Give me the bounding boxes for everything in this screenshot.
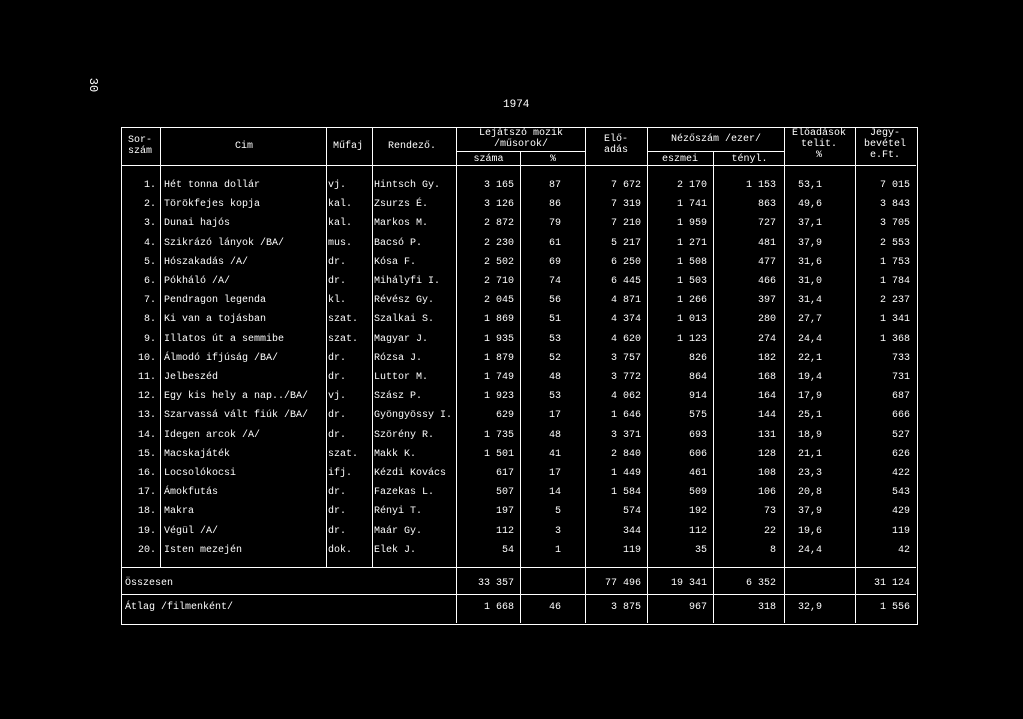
row-4-mufaj: mus. — [328, 237, 353, 249]
row-2-jegybevetel: 3 843 — [879, 199, 910, 211]
row-1-cim: Hét tonna dollár — [164, 180, 261, 191]
row-1-jegybevetel: 7 015 — [879, 180, 910, 191]
row-4-nezoszam-eszmei: 1 271 — [676, 237, 707, 249]
row-9-rendezo: Magyar J. — [374, 333, 429, 345]
header-jegybevetel: Jegy- bevétel e.Ft. — [863, 128, 906, 161]
totals-bottom-line — [121, 594, 916, 595]
row-11-eloadasok-telit: 19,4 — [797, 372, 822, 383]
header-lejatszo-szama: száma — [473, 154, 504, 165]
row-19-nezoszam-teny: 22 — [763, 525, 776, 537]
average-pct: 46 — [548, 602, 561, 613]
col-divider-3 — [456, 127, 457, 567]
row-19-lejatszo-szama: 112 — [495, 525, 514, 537]
row-5-eloadas: 6 250 — [610, 256, 641, 268]
header-nezoszam-teny: tényl. — [731, 154, 768, 165]
row-16-rendezo: Kézdi Kovács — [374, 468, 447, 479]
row-1-eloadasok-telit: 53,1 — [797, 180, 822, 191]
row-11-rendezo: Luttor M. — [374, 372, 429, 383]
col-divider-teny — [713, 151, 714, 567]
summary-divider-6 — [855, 567, 856, 623]
row-14-sorszam: 14. — [137, 429, 156, 441]
summary-divider-0 — [456, 567, 457, 623]
row-3-jegybevetel: 3 705 — [879, 218, 910, 230]
row-13-rendezo: Gyöngyössy I. — [374, 410, 453, 422]
row-3-mufaj: kal. — [328, 218, 353, 230]
row-4-cim: Szikrázó lányok /BA/ — [164, 237, 285, 249]
row-4-lejatszo-szama: 2 230 — [483, 237, 514, 249]
row-2-nezoszam-teny: 863 — [757, 199, 776, 211]
row-5-eloadasok-telit: 31,6 — [797, 256, 822, 268]
row-4-jegybevetel: 2 553 — [879, 237, 910, 249]
row-7-cim: Pendragon legenda — [164, 295, 267, 307]
row-10-lejatszo-pct: 52 — [548, 352, 561, 364]
row-7-mufaj: kl. — [328, 295, 347, 307]
row-10-eloadasok-telit: 22,1 — [797, 352, 822, 364]
row-2-sorszam: 2. — [143, 199, 156, 211]
row-5-sorszam: 5. — [143, 256, 156, 268]
row-18-lejatszo-pct: 5 — [554, 506, 561, 518]
row-5-jegybevetel: 1 753 — [879, 256, 910, 268]
row-10-nezoszam-eszmei: 826 — [688, 352, 707, 364]
header-nezoszam: Nézőszám /ezer/ — [670, 134, 761, 145]
row-10-nezoszam-teny: 182 — [757, 352, 776, 364]
row-17-nezoszam-teny: 106 — [757, 487, 776, 499]
row-1-nezoszam-eszmei: 2 170 — [676, 180, 707, 191]
totals-teny: 6 352 — [745, 578, 776, 589]
row-20-cim: Isten mezején — [164, 544, 243, 556]
row-4-nezoszam-teny: 481 — [757, 237, 776, 249]
row-17-eloadasok-telit: 20,8 — [797, 487, 822, 499]
row-7-nezoszam-teny: 397 — [757, 295, 776, 307]
row-20-lejatszo-pct: 1 — [554, 544, 561, 556]
row-6-nezoszam-teny: 466 — [757, 276, 776, 287]
row-18-rendezo: Rényi T. — [374, 506, 423, 518]
row-3-sorszam: 3. — [143, 218, 156, 230]
row-10-rendezo: Rózsa J. — [374, 352, 423, 364]
row-6-sorszam: 6. — [143, 276, 156, 287]
totals-eloadas: 77 496 — [604, 578, 641, 589]
row-18-nezoszam-teny: 73 — [763, 506, 776, 518]
row-15-lejatszo-pct: 41 — [548, 448, 561, 460]
row-12-nezoszam-teny: 164 — [757, 391, 776, 403]
row-6-jegybevetel: 1 784 — [879, 276, 910, 287]
row-15-rendezo: Makk K. — [374, 448, 417, 460]
row-9-lejatszo-szama: 1 935 — [483, 333, 514, 345]
row-12-eloadas: 4 062 — [610, 391, 641, 403]
row-5-cim: Hószakadás /A/ — [164, 256, 249, 268]
row-3-nezoszam-eszmei: 1 959 — [676, 218, 707, 230]
row-13-mufaj: dr. — [328, 410, 347, 422]
row-2-eloadasok-telit: 49,6 — [797, 199, 822, 211]
row-13-nezoszam-teny: 144 — [757, 410, 776, 422]
row-15-sorszam: 15. — [137, 448, 156, 460]
row-9-lejatszo-pct: 53 — [548, 333, 561, 345]
row-6-nezoszam-eszmei: 1 503 — [676, 276, 707, 287]
row-19-rendezo: Maár Gy. — [374, 525, 423, 537]
row-6-rendezo: Mihályfi I. — [374, 276, 441, 287]
page-number: 30 — [86, 77, 101, 93]
row-4-rendezo: Bacsó P. — [374, 237, 423, 249]
row-3-nezoszam-teny: 727 — [757, 218, 776, 230]
row-12-cim: Egy kis hely a nap../BA/ — [164, 391, 309, 403]
row-19-eloadasok-telit: 19,6 — [797, 525, 822, 537]
average-lejatszo: 1 668 — [483, 602, 514, 613]
row-10-mufaj: dr. — [328, 352, 347, 364]
row-6-cim: Pókháló /A/ — [164, 276, 231, 287]
row-2-eloadas: 7 319 — [610, 199, 641, 211]
row-11-nezoszam-teny: 168 — [757, 372, 776, 383]
row-19-sorszam: 19. — [137, 525, 156, 537]
row-7-rendezo: Révész Gy. — [374, 295, 435, 307]
row-18-nezoszam-eszmei: 192 — [688, 506, 707, 518]
row-19-eloadas: 344 — [622, 525, 641, 537]
row-8-eloadasok-telit: 27,7 — [797, 314, 822, 326]
row-9-cim: Illatos út a semmibe — [164, 333, 285, 345]
row-7-eloadas: 4 871 — [610, 295, 641, 307]
row-10-cim: Álmodó ifjúság /BA/ — [164, 352, 279, 364]
row-14-jegybevetel: 527 — [891, 429, 910, 441]
totals-jegy: 31 124 — [873, 578, 910, 589]
row-14-nezoszam-eszmei: 693 — [688, 429, 707, 441]
row-2-lejatszo-pct: 86 — [548, 199, 561, 211]
table-year: 1974 — [503, 99, 530, 111]
row-14-mufaj: dr. — [328, 429, 347, 441]
row-9-sorszam: 9. — [143, 333, 156, 345]
row-9-nezoszam-eszmei: 1 123 — [676, 333, 707, 345]
row-4-lejatszo-pct: 61 — [548, 237, 561, 249]
totals-lejatszo: 33 357 — [477, 578, 514, 589]
row-10-lejatszo-szama: 1 879 — [483, 352, 514, 364]
row-13-sorszam: 13. — [137, 410, 156, 422]
row-7-lejatszo-pct: 56 — [548, 295, 561, 307]
summary-divider-1 — [520, 567, 521, 623]
row-5-lejatszo-pct: 69 — [548, 256, 561, 268]
row-19-mufaj: dr. — [328, 525, 347, 537]
row-18-cim: Makra — [164, 506, 195, 518]
average-jegy: 1 556 — [879, 602, 910, 613]
row-7-lejatszo-szama: 2 045 — [483, 295, 514, 307]
row-20-nezoszam-eszmei: 35 — [694, 544, 707, 556]
row-11-lejatszo-szama: 1 749 — [483, 372, 514, 383]
row-11-eloadas: 3 772 — [610, 372, 641, 383]
average-telit: 32,9 — [797, 602, 822, 613]
row-9-eloadas: 4 620 — [610, 333, 641, 345]
col-divider-7 — [855, 127, 856, 567]
col-divider-0 — [160, 127, 161, 567]
row-9-jegybevetel: 1 368 — [879, 333, 910, 345]
row-15-nezoszam-eszmei: 606 — [688, 448, 707, 460]
header-eloadas: Elő- adás — [603, 134, 628, 156]
row-9-nezoszam-teny: 274 — [757, 333, 776, 345]
row-2-cim: Törökfejes kopja — [164, 199, 261, 211]
row-15-mufaj: szat. — [328, 448, 359, 460]
row-16-eloadasok-telit: 23,3 — [797, 468, 822, 479]
row-17-mufaj: dr. — [328, 487, 347, 499]
row-19-lejatszo-pct: 3 — [554, 525, 561, 537]
summary-divider-5 — [784, 567, 785, 623]
col-divider-pct — [520, 151, 521, 567]
row-3-eloadasok-telit: 37,1 — [797, 218, 822, 230]
header-bottom-line — [121, 165, 916, 166]
row-2-rendezo: Zsurzs É. — [374, 199, 429, 211]
row-1-lejatszo-pct: 87 — [548, 180, 561, 191]
row-3-cim: Dunai hajós — [164, 218, 231, 230]
col-divider-2 — [372, 127, 373, 567]
row-13-eloadasok-telit: 25,1 — [797, 410, 822, 422]
row-5-lejatszo-szama: 2 502 — [483, 256, 514, 268]
summary-divider-3 — [647, 567, 648, 623]
row-11-cim: Jelbeszéd — [164, 372, 219, 383]
row-16-sorszam: 16. — [137, 468, 156, 479]
row-12-eloadasok-telit: 17,9 — [797, 391, 822, 403]
row-20-lejatszo-szama: 54 — [501, 544, 514, 556]
summary-divider-2 — [585, 567, 586, 623]
row-3-lejatszo-szama: 2 872 — [483, 218, 514, 230]
row-12-jegybevetel: 687 — [891, 391, 910, 403]
row-8-eloadas: 4 374 — [610, 314, 641, 326]
row-13-nezoszam-eszmei: 575 — [688, 410, 707, 422]
row-6-lejatszo-szama: 2 710 — [483, 276, 514, 287]
row-1-mufaj: vj. — [328, 180, 347, 191]
header-sorszam: Sor- szám — [127, 135, 152, 157]
row-3-rendezo: Markos M. — [374, 218, 429, 230]
row-18-lejatszo-szama: 197 — [495, 506, 514, 518]
col-divider-6 — [784, 127, 785, 567]
row-12-lejatszo-pct: 53 — [548, 391, 561, 403]
row-20-rendezo: Elek J. — [374, 544, 417, 556]
row-6-eloadas: 6 445 — [610, 276, 641, 287]
row-15-eloadas: 2 840 — [610, 448, 641, 460]
row-4-eloadas: 5 217 — [610, 237, 641, 249]
row-8-cim: Ki van a tojásban — [164, 314, 267, 326]
row-8-nezoszam-teny: 280 — [757, 314, 776, 326]
totals-label: Összesen — [125, 578, 174, 589]
row-8-mufaj: szat. — [328, 314, 359, 326]
row-13-lejatszo-szama: 629 — [495, 410, 514, 422]
row-17-lejatszo-szama: 507 — [495, 487, 514, 499]
row-13-lejatszo-pct: 17 — [548, 410, 561, 422]
row-17-sorszam: 17. — [137, 487, 156, 499]
row-17-rendezo: Fazekas L. — [374, 487, 435, 499]
header-lejatszo: Lejátszó mozik /műsorok/ — [478, 128, 563, 150]
row-5-rendezo: Kósa F. — [374, 256, 417, 268]
row-17-nezoszam-eszmei: 509 — [688, 487, 707, 499]
row-16-lejatszo-pct: 17 — [548, 468, 561, 479]
row-14-rendezo: Szörény R. — [374, 429, 435, 441]
row-8-lejatszo-pct: 51 — [548, 314, 561, 326]
row-2-lejatszo-szama: 3 126 — [483, 199, 514, 211]
row-8-lejatszo-szama: 1 869 — [483, 314, 514, 326]
row-14-nezoszam-teny: 131 — [757, 429, 776, 441]
row-8-jegybevetel: 1 341 — [879, 314, 910, 326]
row-11-jegybevetel: 731 — [891, 372, 910, 383]
row-20-nezoszam-teny: 8 — [769, 544, 776, 556]
row-11-mufaj: dr. — [328, 372, 347, 383]
row-7-nezoszam-eszmei: 1 266 — [676, 295, 707, 307]
row-7-eloadasok-telit: 31,4 — [797, 295, 822, 307]
row-6-mufaj: dr. — [328, 276, 347, 287]
row-10-eloadas: 3 757 — [610, 352, 641, 364]
header-rendezo: Rendező. — [387, 141, 436, 152]
col-divider-4 — [585, 127, 586, 567]
row-9-mufaj: szat. — [328, 333, 359, 345]
row-20-eloadas: 119 — [622, 544, 641, 556]
row-5-nezoszam-eszmei: 1 508 — [676, 256, 707, 268]
row-4-sorszam: 4. — [143, 237, 156, 249]
row-16-cim: Locsolókocsi — [164, 468, 237, 479]
header-sub-line-nezoszam — [647, 151, 784, 152]
row-12-rendezo: Szász P. — [374, 391, 423, 403]
row-16-nezoszam-eszmei: 461 — [688, 468, 707, 479]
row-18-eloadas: 574 — [622, 506, 641, 518]
col-divider-1 — [326, 127, 327, 567]
row-1-lejatszo-szama: 3 165 — [483, 180, 514, 191]
row-2-mufaj: kal. — [328, 199, 353, 211]
row-3-lejatszo-pct: 79 — [548, 218, 561, 230]
col-divider-5 — [647, 127, 648, 567]
row-15-jegybevetel: 626 — [891, 448, 910, 460]
row-19-cim: Végül /A/ — [164, 525, 219, 537]
row-10-sorszam: 10. — [137, 352, 156, 364]
row-8-rendezo: Szalkai S. — [374, 314, 435, 326]
row-11-sorszam: 11. — [137, 372, 156, 383]
row-16-jegybevetel: 422 — [891, 468, 910, 479]
row-6-lejatszo-pct: 74 — [548, 276, 561, 287]
row-20-mufaj: dok. — [328, 544, 353, 556]
row-1-eloadas: 7 672 — [610, 180, 641, 191]
row-20-jegybevetel: 42 — [897, 544, 910, 556]
row-16-nezoszam-teny: 108 — [757, 468, 776, 479]
row-3-eloadas: 7 210 — [610, 218, 641, 230]
row-20-sorszam: 20. — [137, 544, 156, 556]
row-18-eloadasok-telit: 37,9 — [797, 506, 822, 518]
row-18-mufaj: dr. — [328, 506, 347, 518]
row-14-cim: Idegen arcok /A/ — [164, 429, 261, 441]
row-12-sorszam: 12. — [137, 391, 156, 403]
row-12-lejatszo-szama: 1 923 — [483, 391, 514, 403]
row-13-cim: Szarvassá vált fiúk /BA/ — [164, 410, 309, 422]
row-9-eloadasok-telit: 24,4 — [797, 333, 822, 345]
row-17-lejatszo-pct: 14 — [548, 487, 561, 499]
header-nezoszam-eszmei: eszmei — [661, 154, 698, 165]
row-19-jegybevetel: 119 — [891, 525, 910, 537]
row-5-mufaj: dr. — [328, 256, 347, 268]
row-17-cim: Ámokfutás — [164, 487, 219, 499]
row-1-nezoszam-teny: 1 153 — [745, 180, 776, 191]
row-16-mufaj: ifj. — [328, 468, 353, 479]
row-12-mufaj: vj. — [328, 391, 347, 403]
row-15-nezoszam-teny: 128 — [757, 448, 776, 460]
row-13-eloadas: 1 646 — [610, 410, 641, 422]
header-lejatszo-pct: % — [549, 154, 556, 165]
row-1-sorszam: 1. — [143, 180, 156, 191]
summary-divider-4 — [713, 567, 714, 623]
row-15-cim: Macskajáték — [164, 448, 231, 460]
row-12-nezoszam-eszmei: 914 — [688, 391, 707, 403]
row-20-eloadasok-telit: 24,4 — [797, 544, 822, 556]
row-15-eloadasok-telit: 21,1 — [797, 448, 822, 460]
row-16-lejatszo-szama: 617 — [495, 468, 514, 479]
row-17-jegybevetel: 543 — [891, 487, 910, 499]
header-mufaj: Műfaj — [332, 141, 363, 152]
row-10-jegybevetel: 733 — [891, 352, 910, 364]
row-6-eloadasok-telit: 31,0 — [797, 276, 822, 287]
header-cim: Cim — [234, 141, 253, 152]
row-1-rendezo: Hintsch Gy. — [374, 180, 441, 191]
row-5-nezoszam-teny: 477 — [757, 256, 776, 268]
row-8-nezoszam-eszmei: 1 013 — [676, 314, 707, 326]
row-15-lejatszo-szama: 1 501 — [483, 448, 514, 460]
row-4-eloadasok-telit: 37,9 — [797, 237, 822, 249]
average-teny: 318 — [757, 602, 776, 613]
row-19-nezoszam-eszmei: 112 — [688, 525, 707, 537]
row-14-eloadas: 3 371 — [610, 429, 641, 441]
header-sub-line-lejatszo — [456, 151, 585, 152]
average-label: Átlag /filmenként/ — [125, 602, 234, 613]
row-8-sorszam: 8. — [143, 314, 156, 326]
average-eloadas: 3 875 — [610, 602, 641, 613]
row-16-eloadas: 1 449 — [610, 468, 641, 479]
row-13-jegybevetel: 666 — [891, 410, 910, 422]
row-7-sorszam: 7. — [143, 295, 156, 307]
totals-eszmei: 19 341 — [670, 578, 707, 589]
average-eszmei: 967 — [688, 602, 707, 613]
row-14-lejatszo-szama: 1 735 — [483, 429, 514, 441]
row-7-jegybevetel: 2 237 — [879, 295, 910, 307]
body-bottom-line — [121, 567, 916, 568]
row-11-nezoszam-eszmei: 864 — [688, 372, 707, 383]
row-11-lejatszo-pct: 48 — [548, 372, 561, 383]
row-18-sorszam: 18. — [137, 506, 156, 518]
row-14-lejatszo-pct: 48 — [548, 429, 561, 441]
row-2-nezoszam-eszmei: 1 741 — [676, 199, 707, 211]
row-18-jegybevetel: 429 — [891, 506, 910, 518]
header-eloadasok: Előadások telit. % — [791, 128, 846, 161]
row-14-eloadasok-telit: 18,9 — [797, 429, 822, 441]
row-17-eloadas: 1 584 — [610, 487, 641, 499]
